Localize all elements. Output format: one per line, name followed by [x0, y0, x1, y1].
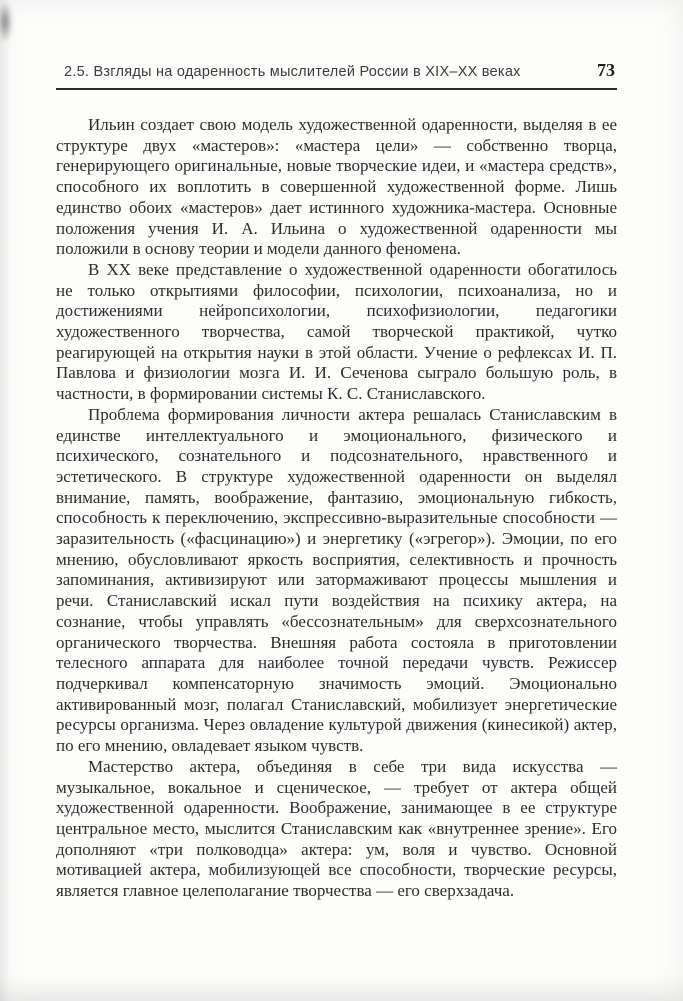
running-head: 2.5. Взгляды на одаренность мыслителей России в XIX–XX веках [64, 64, 521, 80]
page-header [56, 60, 617, 90]
paragraph-4: Мастерство актера, объединяя в себе три вида искусства — музыкальное, вокальное и сценическое, — требует от актера общей художественной одаренности. Воображение, занимающее в ее структуре центральное место, мыслится Станиславским как «внутреннее зрение». Его дополняют «три полководца» актера: ум, воля и чувство. Основной мотивацией актера, мобилизующей все способности, творческие ресурсы, является главное целеполагание творчества — его сверхзадача. [56, 756, 617, 901]
scan-edge-bottom [0, 975, 683, 1001]
page-content [56, 60, 617, 902]
scan-edge-left [0, 0, 10, 1001]
page-body [56, 115, 617, 902]
page-number: 73 [597, 60, 615, 80]
paragraph-3: Проблема формирования личности актера решалась Станиславским в единстве интеллектуального и эмоционального, физического и психического, сознательного и подсознательного, нравственного и эстетического. В структуре художественной одаренности он выделял внимание, память, воображение, фантазию, эмоциональную гибкость, способность к переключению, экспрессивно-выразительные способности — заразительность («фасцинацию») и энергетику («эгрегор»). Эмоции, по его мнению, обусловливают яркость восприятия, селективность и прочность запоминания, активизируют или затормаживают процессы мышления и речи. Станиславский искал пути воздействия на психику актера, на сознание, чтобы управлять «бессознательным» для сверхсознательного органического творчества. Внешняя работа состояла в приготовлении телесного аппарата для наиболее точной передачи чувств. Режиссер подчеркивал компенсаторную значимость эмоций. Эмоционально активированный мозг, полагал Станиславский, мобилизует энергетические ресурсы организма. Через овладение культурой движения (кинесикой) актер, по его мнению, овладевает языком чувств. [56, 404, 617, 756]
paragraph-2: В XX веке представление о художественной одаренности обогатилось не только открытиями философии, психологии, психоанализа, но и достижениями нейропсихологии, психофизиологии, педагогики художественного творчества, самой творческой практикой, чутко реагирующей на открытия науки в этой области. Учение о рефлексах И. П. Павлова и физиологии мозга И. И. Сеченова сыграло большую роль, в частности, в формировании системы К. С. Станиславского. [56, 259, 617, 404]
paragraph-1: Ильин создает свою модель художественной одаренности, выделяя в ее структуре двух «мастеров»: «мастера цели» — собственно творца, генерирующего оригинальные, новые творческие идеи, и «мастера средств», способного их воплотить в совершенной художественной форме. Лишь единство обоих «мастеров» дает истинного художника-мастера. Основные положения учения И. А. Ильина о художественной одаренности мы положили в основу теории и модели данного феномена. [56, 115, 617, 259]
